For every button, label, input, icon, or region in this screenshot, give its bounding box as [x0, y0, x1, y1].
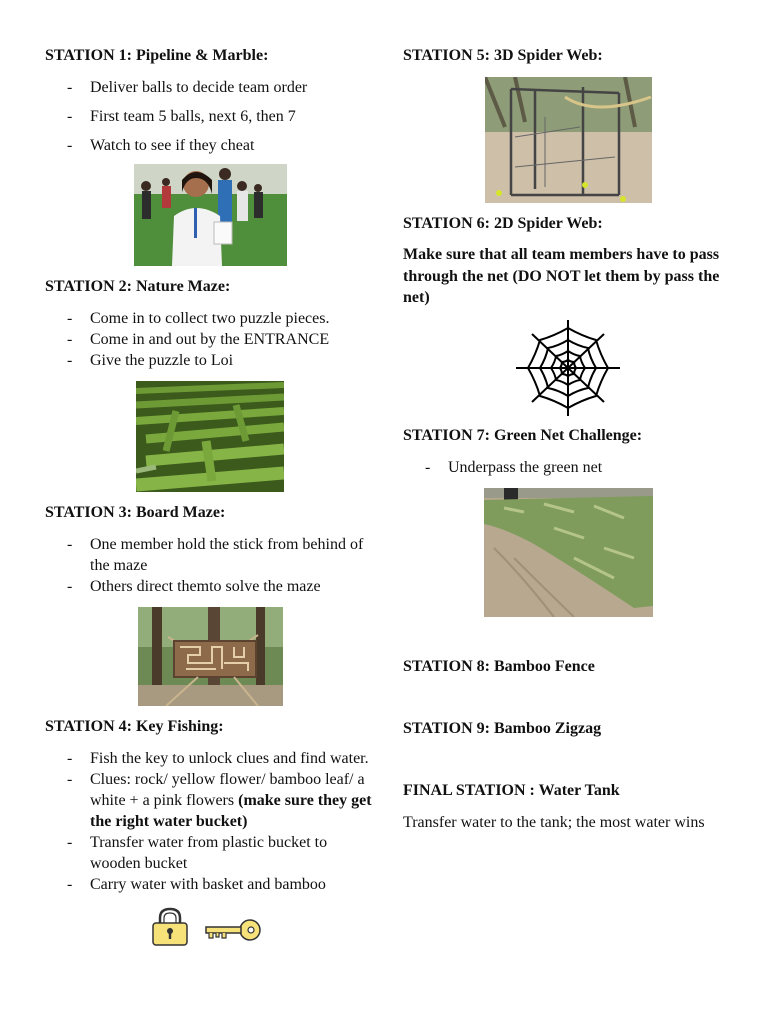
list-item: - Others direct themto solve the maze: [45, 576, 375, 597]
right-column: [403, 46, 733, 833]
station-1-title: STATION 1: Pipeline & Marble:: [45, 47, 269, 64]
list-item: - Come in and out by the ENTRANCE: [45, 329, 375, 350]
clues-text: Clues: rock/ yellow flower/ bamboo leaf/ a white + a pink flowers: [90, 771, 365, 809]
list-item: - Come in to collect two puzzle pieces.: [45, 308, 375, 329]
final-station-text: Transfer water to the tank; the most water wins: [403, 813, 705, 831]
key-icon: [203, 917, 263, 943]
padlock-icon: [151, 907, 189, 947]
station-2-title: STATION 2: Nature Maze:: [45, 278, 231, 295]
list-item: - Underpass the green net: [403, 457, 733, 478]
station-3-title: STATION 3: Board Maze:: [45, 504, 226, 521]
station-8-title: STATION 8: Bamboo Fence: [403, 657, 595, 675]
list-item: [45, 769, 375, 832]
list-item: - Transfer water from plastic bucket to wooden bucket: [45, 832, 375, 874]
list-item: - Carry water with basket and bamboo: [45, 874, 375, 895]
station-5-title: STATION 5: 3D Spider Web:: [403, 47, 603, 64]
station-9-title: STATION 9: Bamboo Zigzag: [403, 719, 602, 737]
list-item: - Deliver balls to decide team order: [45, 77, 375, 98]
list-item: - First team 5 balls, next 6, then 7: [45, 106, 375, 127]
final-station-title: FINAL STATION : Water Tank: [403, 781, 620, 799]
hedge-maze-photo: [136, 381, 284, 492]
lock-and-key: [151, 907, 375, 947]
spider-web-icon: [515, 319, 621, 417]
station-6-title: STATION 6: 2D Spider Web:: [403, 215, 603, 232]
station-7-list: [403, 457, 733, 478]
station-6-instruction: Make sure that all team members have to pass through the net (DO NOT let them by pass the net): [403, 246, 720, 306]
station-7-title: STATION 7: Green Net Challenge:: [403, 426, 643, 444]
list-item: - One member hold the stick from behind of the maze: [45, 534, 375, 576]
station-4-title: STATION 4: Key Fishing:: [45, 718, 224, 735]
station-2-list: [45, 308, 375, 371]
station-4-list: [45, 748, 375, 895]
station-3-list: [45, 534, 375, 597]
students-photo: [134, 164, 287, 266]
list-item: - Give the puzzle to Loi: [45, 350, 375, 371]
left-column: [45, 46, 375, 947]
rope-web-photo: [485, 77, 652, 203]
station-1-list: [45, 77, 375, 156]
list-item: - Watch to see if they cheat: [45, 135, 375, 156]
list-item: - Fish the key to unlock clues and find water.: [45, 748, 375, 769]
clues-warning: (make sure they get the right water bucket): [90, 792, 372, 830]
board-maze-photo: [138, 607, 283, 706]
green-net-photo: [484, 488, 653, 617]
